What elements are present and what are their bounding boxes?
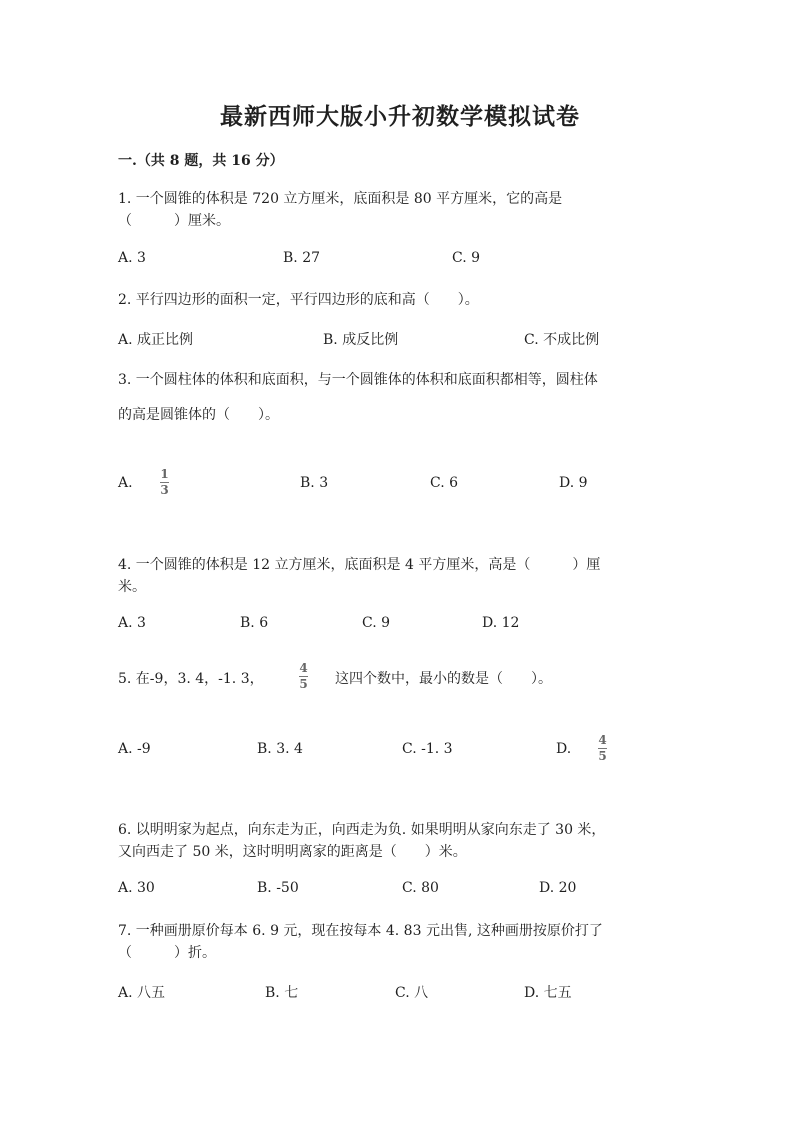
question-3-option-b: B. 3 xyxy=(300,475,329,491)
fraction-numerator: 4 xyxy=(598,733,607,747)
question-5-option-a: A. -9 xyxy=(118,741,151,757)
question-5-line-1: 5. 在-9，3. 4，-1. 3， xyxy=(118,671,264,687)
question-3-line-1: 3. 一个圆柱体的体积和底面积，与一个圆锥体的体积和底面积都相等，圆柱体 xyxy=(118,372,598,388)
question-6-option-d: D. 20 xyxy=(539,880,577,896)
question-6-option-c: C. 80 xyxy=(402,880,439,896)
fraction-denominator: 3 xyxy=(160,483,169,497)
question-4-line-2: 米。 xyxy=(118,579,146,595)
question-5-option-c: C. -1. 3 xyxy=(402,741,453,757)
question-4-line-1: 4. 一个圆锥的体积是 12 立方厘米，底面积是 4 平方厘米，高是（ ）厘 xyxy=(118,557,601,573)
question-6-option-b: B. -50 xyxy=(257,880,299,896)
question-7-option-d: D. 七五 xyxy=(524,985,572,1001)
fraction-numerator: 1 xyxy=(160,467,169,481)
question-1-option-b: B. 27 xyxy=(283,250,321,266)
question-5-fraction xyxy=(299,662,308,691)
question-4-option-d: D. 12 xyxy=(482,615,520,631)
fraction-denominator: 5 xyxy=(299,677,308,691)
question-7-line-1: 7. 一种画册原价每本 6. 9 元，现在按每本 4. 83 元出售, 这种画册按原价打了 xyxy=(118,923,603,939)
question-5-option-d-fraction xyxy=(598,734,607,763)
question-2-option-c: C. 不成比例 xyxy=(524,332,600,348)
question-4-option-b: B. 6 xyxy=(240,615,269,631)
question-3-option-c: C. 6 xyxy=(430,475,459,491)
question-6-option-a: A. 30 xyxy=(118,880,155,896)
question-3-option-a: A. xyxy=(118,475,133,491)
question-3-line-2: 的高是圆锥体的（ ）。 xyxy=(118,407,279,423)
question-3-option-a-fraction xyxy=(160,468,169,497)
fraction-numerator: 4 xyxy=(299,661,308,675)
page-title: 最新西师大版小升初数学模拟试卷 xyxy=(220,103,580,130)
question-2-option-b: B. 成反比例 xyxy=(323,332,399,348)
question-1-line-1: 1. 一个圆锥的体积是 720 立方厘米，底面积是 80 平方厘米，它的高是 xyxy=(118,191,563,207)
question-7-line-2: （ ）折。 xyxy=(118,945,216,961)
question-7-option-a: A. 八五 xyxy=(118,985,166,1001)
question-5-line-2: 这四个数中，最小的数是（ ）。 xyxy=(335,671,552,687)
question-4-option-c: C. 9 xyxy=(362,615,391,631)
question-4-option-a: A. 3 xyxy=(118,615,146,631)
question-6-line-2: 又向西走了 50 米，这时明明离家的距离是（ ）米。 xyxy=(118,844,467,860)
question-2-line-1: 2. 平行四边形的面积一定，平行四边形的底和高（ ）。 xyxy=(118,292,479,308)
fraction-denominator: 5 xyxy=(598,749,607,763)
question-3-option-d: D. 9 xyxy=(559,475,588,491)
question-2-option-a: A. 成正比例 xyxy=(118,332,194,348)
question-1-option-c: C. 9 xyxy=(452,250,481,266)
question-5-option-d: D. xyxy=(556,741,572,757)
question-1-line-2: （ ）厘米。 xyxy=(118,213,230,229)
question-1-option-a: A. 3 xyxy=(118,250,146,266)
question-6-line-1: 6. 以明明家为起点，向东走为正，向西走为负. 如果明明从家向东走了 30 米， xyxy=(118,822,606,838)
question-7-option-b: B. 七 xyxy=(265,985,299,1001)
question-7-option-c: C. 八 xyxy=(395,985,429,1001)
section-header: 一.（共 8 题，共 16 分） xyxy=(118,153,284,169)
question-5-option-b: B. 3. 4 xyxy=(257,741,303,757)
